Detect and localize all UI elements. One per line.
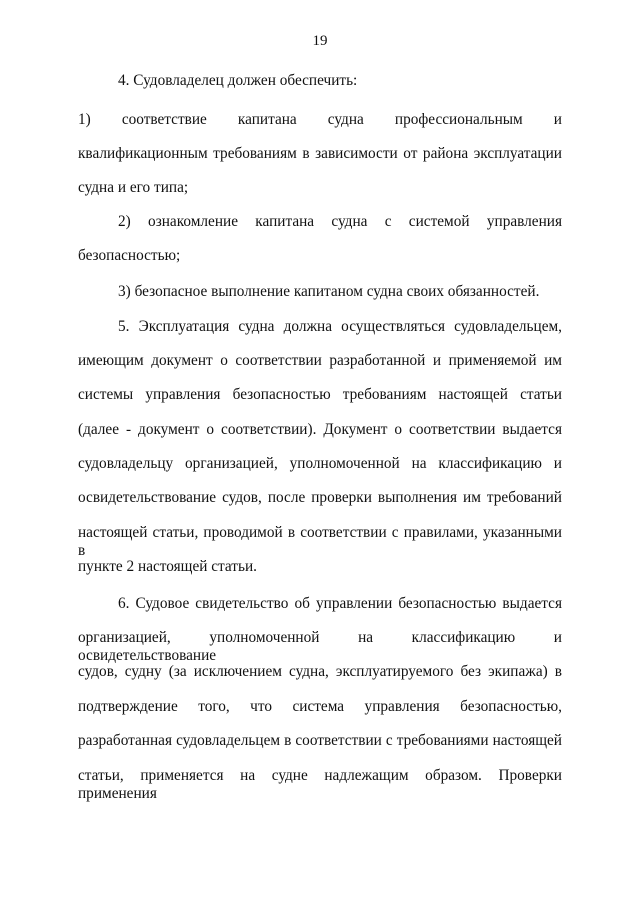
text-line: 6. Судовое свидетельство об управлении безопасностью выдается <box>118 595 562 612</box>
page-number: 19 <box>312 33 328 49</box>
text-line: судна и его типа; <box>78 179 189 196</box>
text-line: безопасностью; <box>78 247 181 264</box>
text-line: имеющим документ о соответствии разработанной и применяемой им <box>78 352 562 369</box>
text-line: судовладельцу организацией, уполномоченной на классификацию и <box>78 455 562 472</box>
text-line: разработанная судовладельцем в соответствии с требованиями настоящей <box>78 732 562 749</box>
text-line: судов, судну (за исключением судна, эксплуатируемого без экипажа) в <box>78 663 562 680</box>
text-line: подтверждение того, что система управления безопасностью, <box>78 698 562 715</box>
text-line: 3) безопасное выполнение капитаном судна своих обязанностей. <box>118 283 540 300</box>
text-line: 2) ознакомление капитана судна с системой управления <box>118 213 562 230</box>
text-line: пункте 2 настоящей статьи. <box>78 558 257 575</box>
text-line: освидетельствование судов, после проверки выполнения им требований <box>78 489 562 506</box>
text-line: системы управления безопасностью требованиям настоящей статьи <box>78 386 562 403</box>
text-line: организацией, уполномоченной на классификацию и освидетельствование <box>78 629 562 664</box>
text-line: 1) соответствие капитана судна профессиональным и <box>78 111 562 128</box>
text-line: 4. Судовладелец должен обеспечить: <box>118 72 358 89</box>
text-line: квалификационным требованиям в зависимости от района эксплуатации <box>78 145 562 162</box>
text-line: настоящей статьи, проводимой в соответствии с правилами, указанными в <box>78 524 562 559</box>
text-line: 5. Эксплуатация судна должна осуществляться судовладельцем, <box>118 318 562 335</box>
text-line: статьи, применяется на судне надлежащим образом. Проверки применения <box>78 767 562 802</box>
text-line: (далее - документ о соответствии). Документ о соответствии выдается <box>78 421 562 438</box>
